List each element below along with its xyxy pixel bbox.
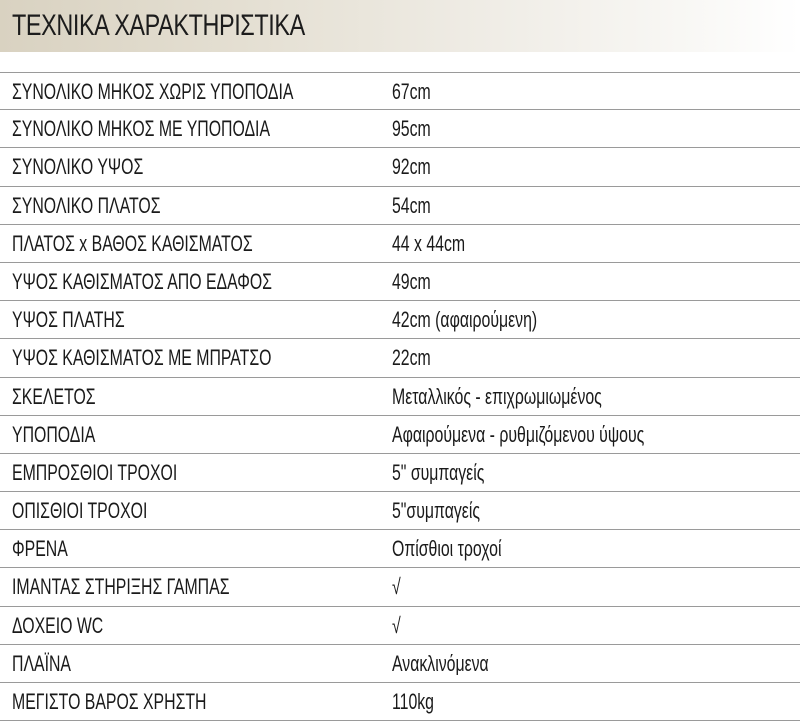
spec-label: ΣΥΝΟΛΙΚΟ ΜΗΚΟΣ ΧΩΡΙΣ ΥΠΟΠΟΔΙΑ (12, 79, 294, 104)
spec-label: ΥΨΟΣ ΚΑΘΙΣΜΑΤΟΣ ΑΠΟ ΕΔΑΦΟΣ (12, 268, 272, 294)
spec-label: ΜΕΓΙΣΤΟ ΒΑΡΟΣ ΧΡΗΣΤΗ (12, 689, 207, 714)
spec-value: 49cm (392, 268, 431, 294)
spec-label: ΙΜΑΝΤΑΣ ΣΤΗΡΙΞΗΣ ΓΑΜΠΑΣ (12, 574, 230, 600)
spec-row (0, 263, 800, 301)
spec-label: ΥΠΟΠΟΔΙΑ (12, 421, 96, 447)
spec-value: 54cm (392, 192, 431, 218)
spec-value: Ανακλινόμενα (392, 650, 489, 676)
spec-row (0, 110, 800, 148)
spec-row (0, 568, 800, 606)
spec-label: ΕΜΠΡΟΣΘΙΟΙ ΤΡΟΧΟΙ (12, 459, 178, 485)
spec-row (0, 72, 800, 110)
spec-value: 95cm (392, 116, 431, 142)
spec-label: ΠΛΑΪΝΑ (12, 650, 71, 676)
spec-row (0, 301, 800, 339)
spec-value: 22cm (392, 345, 431, 371)
spec-row (0, 683, 800, 721)
spec-value: 5" συμπαγείς (392, 459, 485, 485)
check-mark-icon: √ (392, 574, 401, 600)
spec-row (0, 492, 800, 530)
spec-row (0, 378, 800, 416)
spec-value: Αφαιρούμενα - ρυθμιζόμενου ύψους (392, 421, 645, 447)
spec-row (0, 530, 800, 568)
spec-value: 92cm (392, 154, 431, 180)
spec-label: ΔΟΧΕΙΟ WC (12, 612, 104, 638)
spec-row (0, 454, 800, 492)
spec-value: Μεταλλικός - επιχρωμιωμένος (392, 383, 602, 409)
spec-label: ΥΨΟΣ ΚΑΘΙΣΜΑΤΟΣ ΜΕ ΜΠΡΑΤΣΟ (12, 345, 272, 371)
spec-value: Οπίσθιοι τροχοί (392, 536, 502, 562)
spec-row (0, 148, 800, 186)
spec-value: 5"συμπαγείς (392, 498, 480, 524)
spec-value: 110kg (392, 689, 434, 714)
spec-value: 44 x 44cm (392, 230, 466, 256)
spec-row (0, 225, 800, 263)
spec-label: ΥΨΟΣ ΠΛΑΤΗΣ (12, 307, 125, 333)
check-mark-icon: √ (392, 612, 401, 638)
spec-row (0, 416, 800, 454)
spec-row (0, 607, 800, 645)
title-bar (0, 0, 800, 52)
page-title: ΤΕΧΝΙΚΑ ΧΑΡΑΚΤΗΡΙΣΤΙΚΑ (12, 9, 305, 42)
spec-label: ΠΛΑΤΟΣ x ΒΑΘΟΣ ΚΑΘΙΣΜΑΤΟΣ (12, 230, 253, 256)
spec-value: 42cm (αφαιρούμενη) (392, 307, 538, 333)
spec-label: ΣΥΝΟΛΙΚΟ ΥΨΟΣ (12, 154, 144, 180)
spec-value: 67cm (392, 79, 431, 104)
spec-label: ΟΠΙΣΘΙΟΙ ΤΡΟΧΟΙ (12, 498, 148, 524)
spec-label: ΣΥΝΟΛΙΚΟ ΜΗΚΟΣ ΜΕ ΥΠΟΠΟΔΙΑ (12, 116, 271, 142)
spec-label: ΣΚΕΛΕΤΟΣ (12, 383, 96, 409)
spec-label: ΣΥΝΟΛΙΚΟ ΠΛΑΤΟΣ (12, 192, 161, 218)
spec-row (0, 187, 800, 225)
spec-row (0, 339, 800, 377)
spec-table (0, 72, 800, 721)
spec-row (0, 645, 800, 683)
spec-label: ΦΡΕΝΑ (12, 536, 68, 562)
